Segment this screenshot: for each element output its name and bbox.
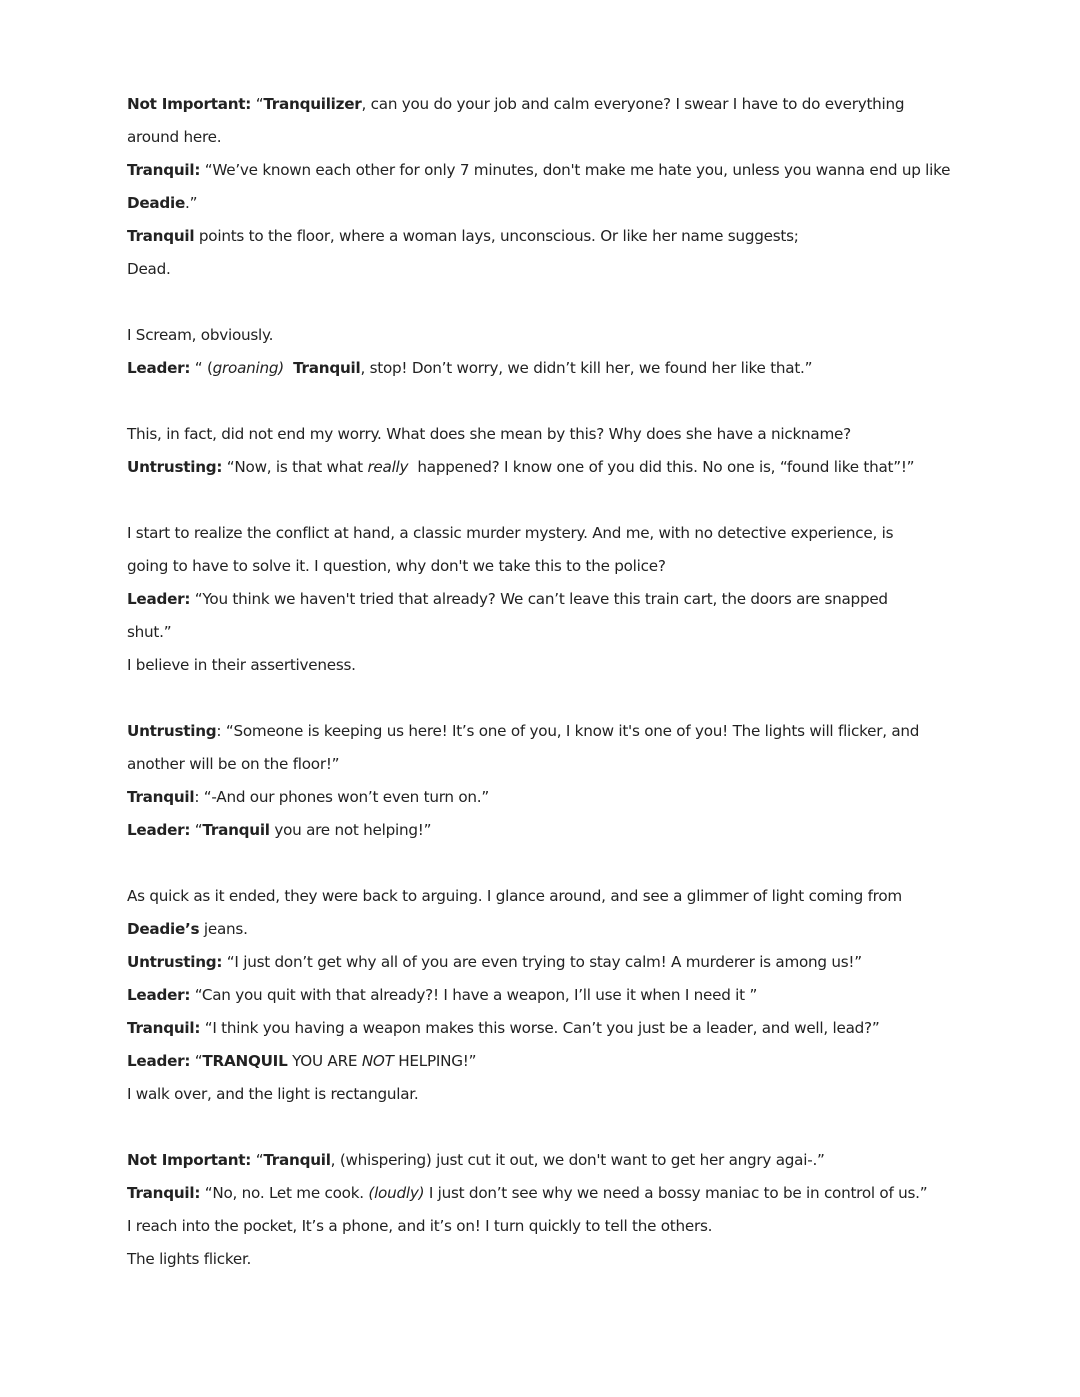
text-run: HELPING!”: [393, 1052, 477, 1070]
text-line: [127, 253, 967, 286]
text-run: “Now, is that what: [222, 458, 368, 476]
text-run: happened? I know one of you did this. No one is, “found like that”!”: [408, 458, 915, 476]
text-line: [127, 616, 967, 649]
text-run: The lights flicker.: [127, 1250, 252, 1268]
bold-text: Tranquil: [127, 788, 195, 806]
text-line: [127, 1177, 967, 1210]
text-line: [127, 880, 967, 913]
text-line: [127, 814, 967, 847]
document-body: [127, 88, 967, 1276]
text-line: [127, 1243, 967, 1276]
italic-text: really: [367, 458, 409, 476]
text-run: “ (: [190, 359, 213, 377]
text-run: I just don’t see why we need a bossy maniac to be in control of us.”: [424, 1184, 928, 1202]
text-run: [284, 359, 293, 377]
text-line: [127, 1045, 967, 1078]
bold-text: Deadie: [127, 194, 186, 212]
text-run: “You think we haven't tried that already? We can’t leave this train cart, the doors are snapped: [190, 590, 888, 608]
bold-text: Not Important:: [127, 1151, 252, 1169]
text-run: .”: [185, 194, 198, 212]
text-run: , can you do your job and calm everyone? I swear I have to do everything: [361, 95, 905, 113]
bold-text: Untrusting:: [127, 458, 223, 476]
text-line: [127, 979, 967, 1012]
text-run: I reach into the pocket, It’s a phone, and it’s on! I turn quickly to tell the others.: [127, 1217, 713, 1235]
text-run: “: [190, 821, 203, 839]
text-line: [127, 583, 967, 616]
bold-text: Tranquil: [202, 821, 270, 839]
text-run: I start to realize the conflict at hand, a classic murder mystery. And me, with no detective experience, is: [127, 524, 894, 542]
text-run: “No, no. Let me cook.: [200, 1184, 369, 1202]
text-run: shut.”: [127, 623, 172, 641]
text-line: [127, 1144, 967, 1177]
text-line: [127, 946, 967, 979]
paragraph-spacer: [127, 1111, 967, 1144]
bold-text: TRANQUIL: [202, 1052, 288, 1070]
text-run: YOU ARE: [287, 1052, 362, 1070]
italic-text: (loudly): [368, 1184, 425, 1202]
text-line: [127, 418, 967, 451]
bold-text: Deadie’s: [127, 920, 200, 938]
bold-text: Untrusting: [127, 722, 217, 740]
text-run: points to the floor, where a woman lays, unconscious. Or like her name suggests;: [194, 227, 799, 245]
text-line: [127, 649, 967, 682]
text-line: [127, 352, 967, 385]
bold-text: Leader:: [127, 359, 191, 377]
text-line: [127, 1012, 967, 1045]
text-run: “I just don’t get why all of you are even trying to stay calm! A murderer is among us!”: [222, 953, 862, 971]
text-line: [127, 913, 967, 946]
text-line: [127, 154, 967, 187]
text-run: around here.: [127, 128, 222, 146]
text-run: I walk over, and the light is rectangular.: [127, 1085, 419, 1103]
italic-text: groaning): [212, 359, 284, 377]
bold-text: Tranquil: [127, 227, 195, 245]
text-line: [127, 187, 967, 220]
paragraph-spacer: [127, 385, 967, 418]
bold-text: Leader:: [127, 1052, 191, 1070]
text-line: [127, 781, 967, 814]
paragraph-spacer: [127, 286, 967, 319]
text-run: I believe in their assertiveness.: [127, 656, 356, 674]
bold-text: Tranquil:: [127, 1184, 201, 1202]
paragraph-spacer: [127, 847, 967, 880]
bold-text: Leader:: [127, 821, 191, 839]
text-run: going to have to solve it. I question, why don't we take this to the police?: [127, 557, 666, 575]
bold-text: Not Important:: [127, 95, 252, 113]
text-run: , stop! Don’t worry, we didn’t kill her, we found her like that.”: [360, 359, 813, 377]
text-run: another will be on the floor!”: [127, 755, 340, 773]
paragraph-spacer: [127, 484, 967, 517]
text-run: I Scream, obviously.: [127, 326, 274, 344]
text-line: [127, 88, 967, 121]
text-line: [127, 451, 967, 484]
text-line: [127, 1078, 967, 1111]
text-run: you are not helping!”: [269, 821, 432, 839]
text-run: This, in fact, did not end my worry. What does she mean by this? Why does she have a nickname?: [127, 425, 851, 443]
bold-text: Tranquil:: [127, 161, 201, 179]
text-run: : “Someone is keeping us here! It’s one of you, I know it's one of you! The lights will flicker, and: [216, 722, 920, 740]
text-line: [127, 319, 967, 352]
text-line: [127, 715, 967, 748]
bold-text: Tranquilizer: [263, 95, 362, 113]
text-run: As quick as it ended, they were back to arguing. I glance around, and see a glimmer of light coming from: [127, 887, 902, 905]
italic-text: NOT: [361, 1052, 394, 1070]
bold-text: Untrusting:: [127, 953, 223, 971]
bold-text: Leader:: [127, 986, 191, 1004]
text-run: jeans.: [199, 920, 248, 938]
paragraph-spacer: [127, 682, 967, 715]
text-run: , (whispering) just cut it out, we don't want to get her angry agai-.”: [330, 1151, 825, 1169]
bold-text: Tranquil:: [127, 1019, 201, 1037]
text-run: “: [251, 1151, 264, 1169]
text-line: [127, 121, 967, 154]
text-line: [127, 517, 967, 550]
text-run: “We’ve known each other for only 7 minutes, don't make me hate you, unless you wanna end up like: [200, 161, 951, 179]
text-line: [127, 220, 967, 253]
text-run: Dead.: [127, 260, 171, 278]
bold-text: Leader:: [127, 590, 191, 608]
text-run: “Can you quit with that already?! I have a weapon, I’ll use it when I need it ”: [190, 986, 758, 1004]
text-run: : “-And our phones won’t even turn on.”: [194, 788, 489, 806]
bold-text: Tranquil: [263, 1151, 331, 1169]
text-run: “: [251, 95, 264, 113]
bold-text: Tranquil: [293, 359, 361, 377]
text-run: “: [190, 1052, 203, 1070]
text-line: [127, 550, 967, 583]
text-run: “I think you having a weapon makes this worse. Can’t you just be a leader, and well, lead?”: [200, 1019, 880, 1037]
text-line: [127, 1210, 967, 1243]
text-line: [127, 748, 967, 781]
